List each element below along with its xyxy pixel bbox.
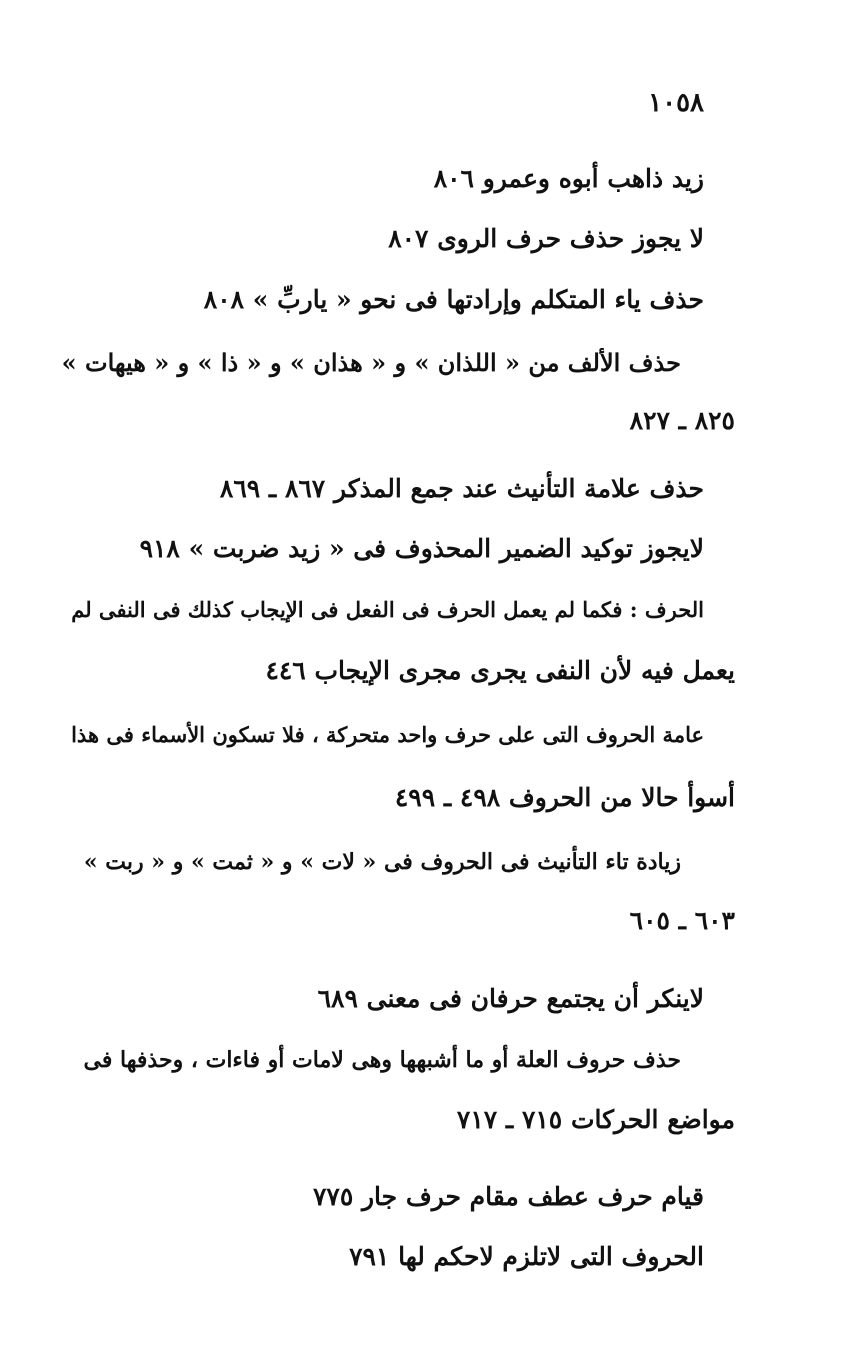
- index-line: لا يجوز حذف حرف الروى ٨٠٧: [388, 224, 704, 253]
- index-line: أسوأ حالا من الحروف ٤٩٨ ـ ٤٩٩: [394, 783, 735, 812]
- index-line: عامة الحروف التى على حرف واحد متحركة ، فلا تسكون الأسماء فى هذا: [71, 722, 704, 747]
- page-number: ١٠٥٨: [648, 88, 704, 118]
- index-line: حذف ياء المتكلم وإرادتها فى نحو « ياربِّ » ٨٠٨: [203, 285, 704, 314]
- index-line: الحروف التى لاتلزم لاحكم لها ٧٩١: [349, 1242, 704, 1271]
- index-line: لايجوز توكيد الضمير المحذوف فى « زيد ضربت » ٩١٨: [139, 534, 704, 563]
- index-line: زيد ذاهب أبوه وعمرو ٨٠٦: [433, 164, 704, 193]
- index-line: زيادة تاء التأنيث فى الحروف فى « لات » و « ثمت » و « ربت »: [83, 849, 681, 875]
- index-line: حذف الألف من « اللذان » و « هذان » و « ذا » و « هيهات »: [61, 348, 681, 377]
- index-line: مواضع الحركات ٧١٥ ـ ٧١٧: [456, 1105, 735, 1134]
- index-line: ٦٠٣ ـ ٦٠٥: [629, 906, 735, 935]
- index-line: الحرف : فكما لم يعمل الحرف فى الفعل فى الإيجاب كذلك فى النفى لم: [71, 597, 704, 622]
- index-line: قيام حرف عطف مقام حرف جار ٧٧٥: [312, 1182, 704, 1211]
- index-line: حذف حروف العلة أو ما أشبهها وهى لامات أو فاءات ، وحذفها فى: [83, 1047, 681, 1073]
- index-line: ٨٢٥ ـ ٨٢٧: [629, 406, 735, 435]
- index-line: لاينكر أن يجتمع حرفان فى معنى ٦٨٩: [317, 984, 704, 1013]
- index-line: حذف علامة التأنيث عند جمع المذكر ٨٦٧ ـ ٨٦٩: [219, 474, 704, 503]
- index-line: يعمل فيه لأن النفى يجرى مجرى الإيجاب ٤٤٦: [265, 656, 735, 685]
